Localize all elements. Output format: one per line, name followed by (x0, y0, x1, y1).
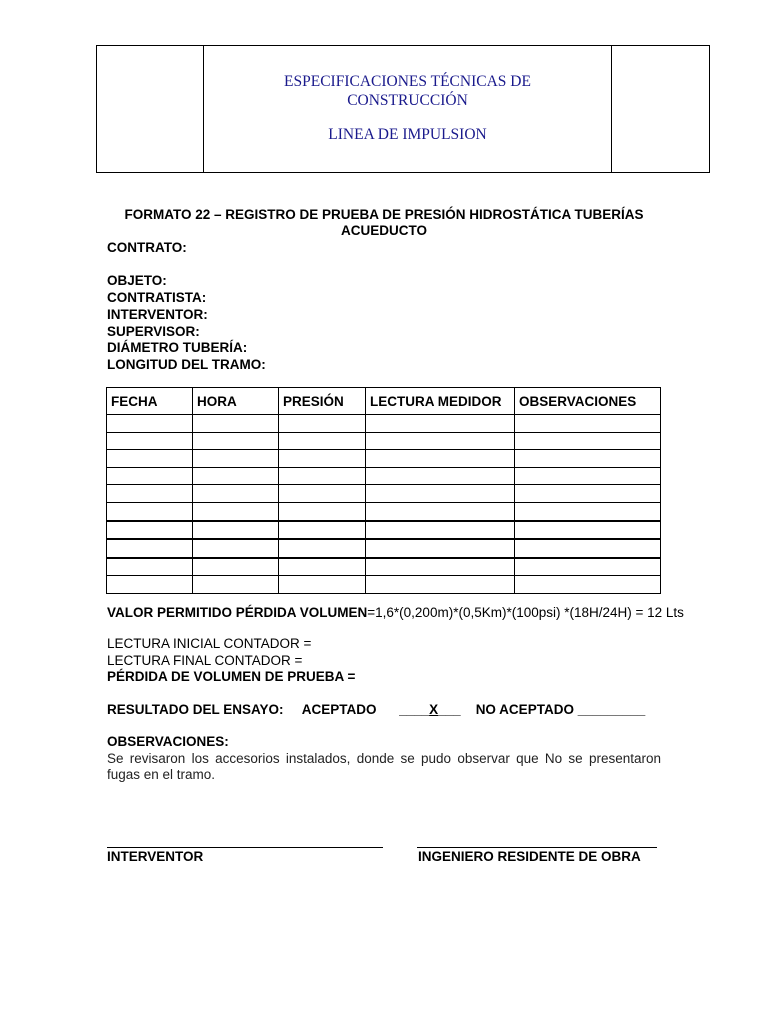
table-cell (193, 450, 279, 468)
table-cell (515, 467, 661, 485)
observaciones-label: OBSERVACIONES: (107, 734, 229, 749)
table-cell (193, 467, 279, 485)
signature-line-interventor (107, 847, 383, 848)
table-cell (107, 558, 193, 576)
table-cell (515, 576, 661, 594)
table-cell (366, 521, 515, 540)
table-cell (366, 485, 515, 503)
table-cell (515, 502, 661, 520)
form-title: FORMATO 22 – REGISTRO DE PRUEBA DE PRESIÓN HIDROSTÁTICA TUBERÍAS ACUEDUCTO (124, 207, 644, 238)
form-fields (107, 240, 266, 374)
table-row (107, 450, 661, 468)
header-title-cell (204, 46, 611, 172)
valor-label: VALOR PERMITIDO PÉRDIDA VOLUMEN (107, 605, 368, 620)
header-logo-cell (97, 46, 204, 172)
table-cell (366, 432, 515, 450)
table-cell (366, 467, 515, 485)
table-cell (366, 576, 515, 594)
col-hora: HORA (193, 388, 279, 415)
field-interventor: INTERVENTOR: (107, 306, 208, 322)
no-aceptado-label: NO ACEPTADO _________ (475, 702, 646, 717)
field-objeto: OBJETO: (107, 273, 167, 289)
aceptado-mark: X (429, 702, 439, 717)
aceptado-label: ACEPTADO (301, 702, 377, 717)
header-right-cell (611, 46, 709, 172)
table-cell (107, 467, 193, 485)
table-row (107, 467, 661, 485)
table-cell (107, 415, 193, 433)
col-presion: PRESIÓN (279, 388, 366, 415)
field-diametro: DIÁMETRO TUBERÍA: (107, 340, 248, 356)
table-row (107, 485, 661, 503)
table-cell (515, 521, 661, 540)
table-cell (279, 485, 366, 503)
table-cell (107, 521, 193, 540)
table-row (107, 432, 661, 450)
col-lectura-medidor: LECTURA MEDIDOR (366, 388, 515, 415)
table-cell (515, 485, 661, 503)
document-header (96, 45, 710, 173)
table-cell (279, 450, 366, 468)
lecturas-block (107, 636, 355, 686)
field-contratista: CONTRATISTA: (107, 290, 207, 306)
table-cell (515, 432, 661, 450)
field-longitud: LONGITUD DEL TRAMO: (107, 356, 266, 372)
aceptado-blank-pre: ____ (399, 702, 430, 717)
pressure-log-table (106, 387, 661, 594)
field-contrato: CONTRATO: (107, 240, 187, 255)
table-cell (515, 558, 661, 576)
table-cell (279, 432, 366, 450)
table-cell (279, 521, 366, 540)
table-cell (366, 502, 515, 520)
table-cell (193, 415, 279, 433)
table-row (107, 502, 661, 520)
resultado-ensayo (107, 702, 645, 717)
table-cell (279, 467, 366, 485)
lectura-inicial: LECTURA INICIAL CONTADOR = (107, 636, 312, 651)
table-cell (515, 415, 661, 433)
observaciones-block (107, 734, 661, 784)
valor-permitido (107, 605, 684, 620)
table-cell (279, 415, 366, 433)
table-cell (279, 502, 366, 520)
table-cell (193, 576, 279, 594)
signature-interventor: INTERVENTOR (107, 849, 204, 864)
table-row (107, 539, 661, 558)
table-header-row (107, 388, 661, 415)
table-cell (279, 539, 366, 558)
table-row (107, 521, 661, 540)
table-cell (193, 539, 279, 558)
table-cell (193, 558, 279, 576)
table-cell (107, 450, 193, 468)
col-fecha: FECHA (107, 388, 193, 415)
table-cell (107, 502, 193, 520)
table-cell (107, 432, 193, 450)
table-cell (107, 576, 193, 594)
table-cell (279, 576, 366, 594)
valor-formula: =1,6*(0,200m)*(0,5Km)*(100psi) *(18H/24H) = 12 Lts (367, 605, 684, 620)
table-cell (366, 558, 515, 576)
table-cell (193, 502, 279, 520)
perdida-volumen: PÉRDIDA DE VOLUMEN DE PRUEBA = (107, 669, 356, 684)
table-row (107, 576, 661, 594)
table-cell (366, 415, 515, 433)
resultado-label: RESULTADO DEL ENSAYO: (107, 702, 284, 717)
header-line-2: CONSTRUCCIÓN (347, 92, 468, 109)
table-row (107, 558, 661, 576)
table-cell (366, 539, 515, 558)
table-row (107, 415, 661, 433)
table-cell (366, 450, 515, 468)
col-observaciones: OBSERVACIONES (515, 388, 661, 415)
table-cell (515, 450, 661, 468)
table-cell (107, 485, 193, 503)
signature-line-ingeniero (417, 847, 657, 848)
table-cell (279, 558, 366, 576)
table-cell (193, 432, 279, 450)
aceptado-blank-post: ___ (438, 702, 461, 717)
table-cell (193, 521, 279, 540)
table-cell (107, 539, 193, 558)
header-line-1: ESPECIFICACIONES TÉCNICAS DE (284, 73, 531, 90)
observaciones-text: Se revisaron los accesorios instalados, donde se pudo observar que No se presentaron fugas en el tramo. (107, 750, 661, 782)
table-cell (193, 485, 279, 503)
header-line-3: LINEA DE IMPULSION (328, 126, 487, 143)
lectura-final: LECTURA FINAL CONTADOR = (107, 652, 303, 668)
signature-ingeniero: INGENIERO RESIDENTE DE OBRA (418, 849, 641, 864)
table-cell (515, 539, 661, 558)
field-supervisor: SUPERVISOR: (107, 323, 200, 339)
